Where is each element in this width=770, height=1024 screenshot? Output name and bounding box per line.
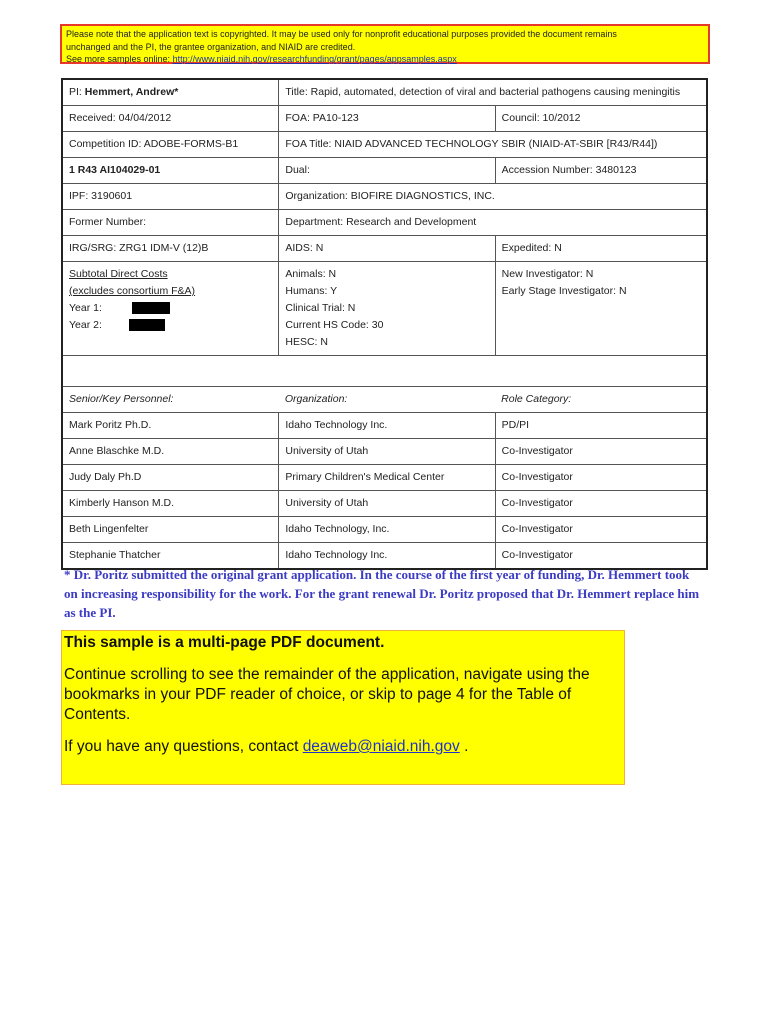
table-row: [62, 465, 707, 491]
pi-cell: [62, 79, 279, 106]
samples-link[interactable]: http://www.niaid.nih.gov/researchfunding/grant/pages/appsamples.aspx: [172, 54, 457, 64]
infobox-contact: [64, 737, 622, 757]
accession-cell: Accession Number: 3480123: [495, 158, 707, 184]
table-row: [62, 413, 707, 439]
notice-line-2: unchanged and the PI, the grantee organization, and NIAID are credited.: [66, 41, 356, 52]
year1-label: Year 1:: [69, 302, 102, 314]
foa-title-cell: FOA Title: NIAID ADVANCED TECHNOLOGY SBIR (NIAID-AT-SBIR [R43/R44]): [279, 132, 707, 158]
expedited-cell: Expedited: N: [495, 236, 707, 262]
year2-label: Year 2:: [69, 319, 102, 331]
table-row: [62, 262, 707, 356]
direct-costs-cell: [62, 262, 279, 356]
person-name: Judy Daly Ph.D: [62, 465, 279, 491]
person-organization: Idaho Technology, Inc.: [279, 517, 495, 543]
table-row: [62, 106, 707, 132]
council-cell: Council: 10/2012: [495, 106, 707, 132]
table-row: [62, 184, 707, 210]
personnel-header: Senior/Key Personnel:: [62, 387, 279, 413]
table-row: [62, 517, 707, 543]
person-name: Kimberly Hanson M.D.: [62, 491, 279, 517]
infobox-body: Continue scrolling to see the remainder of the application, navigate using the bookmarks in your PDF reader of choice, or skip to page 4 for the Table of Contents.: [64, 666, 590, 723]
organization-header: Organization:: [279, 387, 495, 413]
table-row: [62, 236, 707, 262]
person-role: PD/PI: [495, 413, 707, 439]
person-role: Co-Investigator: [495, 491, 707, 517]
person-role: Co-Investigator: [495, 543, 707, 570]
former-number-cell: Former Number:: [62, 210, 279, 236]
table-row: [62, 439, 707, 465]
copyright-notice: [60, 24, 710, 64]
role-header: Role Category:: [495, 387, 707, 413]
table-row: [62, 132, 707, 158]
spacer-cell: [62, 356, 707, 387]
grant-number-cell: 1 R43 AI104029-01: [62, 158, 279, 184]
person-role: Co-Investigator: [495, 465, 707, 491]
department-cell: Department: Research and Development: [279, 210, 707, 236]
foa-cell: FOA: PA10-123: [279, 106, 495, 132]
pi-change-footnote: * Dr. Poritz submitted the original grant application. In the course of the first year of funding, Dr. Hemmert took on increasing responsibility for the work. For the grant renewal Dr. Poritz proposed that Dr. Hemmert replace him as the PI.: [64, 567, 700, 620]
person-organization: University of Utah: [279, 491, 495, 517]
person-organization: Idaho Technology Inc.: [279, 543, 495, 570]
title-cell: Title: Rapid, automated, detection of viral and bacterial pathogens causing meningitis: [279, 79, 707, 106]
multipage-info-box: [61, 630, 625, 785]
table-row: [62, 79, 707, 106]
person-name: Beth Lingenfelter: [62, 517, 279, 543]
year1-row: [69, 300, 272, 317]
table-row: [62, 210, 707, 236]
contact-prefix: If you have any questions, contact: [64, 738, 303, 755]
year2-row: [69, 317, 272, 334]
contact-email-link[interactable]: deaweb@niaid.nih.gov: [302, 738, 460, 755]
notice-line-3-prefix: See more samples online:: [66, 54, 173, 64]
pi-label: PI:: [69, 86, 85, 98]
irg-srg-cell: IRG/SRG: ZRG1 IDM-V (12)B: [62, 236, 279, 262]
notice-line-3: [66, 53, 704, 66]
personnel-header-row: [62, 387, 707, 413]
infobox-heading: This sample is a multi-page PDF document.: [64, 634, 385, 651]
animals: Animals: N: [285, 268, 337, 280]
new-investigator: New Investigator: N: [501, 268, 594, 280]
person-role: Co-Investigator: [495, 517, 707, 543]
notice-line-1: Please note that the application text is copyrighted. It may be used only for nonprofit educational purposes provided the document remains: [66, 29, 617, 39]
competition-id-cell: Competition ID: ADOBE-FORMS-B1: [62, 132, 279, 158]
person-name: Anne Blaschke M.D.: [62, 439, 279, 465]
subjects-cell: [279, 262, 495, 356]
organization-cell: Organization: BIOFIRE DIAGNOSTICS, INC.: [279, 184, 707, 210]
person-organization: Idaho Technology Inc.: [279, 413, 495, 439]
investigator-cell: [495, 262, 707, 356]
contact-suffix: .: [459, 738, 469, 755]
early-stage-investigator: Early Stage Investigator: N: [501, 285, 627, 297]
costs-heading: Subtotal Direct Costs: [69, 268, 168, 280]
spacer-row: [62, 356, 707, 387]
redacted-amount: [129, 319, 165, 331]
humans: Humans: Y: [285, 285, 338, 297]
table-row: [62, 491, 707, 517]
ipf-cell: IPF: 3190601: [62, 184, 279, 210]
dual-cell: Dual:: [279, 158, 495, 184]
hesc: HESC: N: [285, 336, 328, 348]
aids-cell: AIDS: N: [279, 236, 495, 262]
person-organization: Primary Children's Medical Center: [279, 465, 495, 491]
person-role: Co-Investigator: [495, 439, 707, 465]
person-name: Stephanie Thatcher: [62, 543, 279, 570]
redacted-amount: [132, 302, 170, 314]
received-cell: Received: 04/04/2012: [62, 106, 279, 132]
pi-name: Hemmert, Andrew*: [84, 86, 179, 98]
person-name: Mark Poritz Ph.D.: [62, 413, 279, 439]
clinical-trial: Clinical Trial: N: [285, 302, 356, 314]
grant-summary-table: [61, 78, 708, 570]
costs-subheading: (excludes consortium F&A): [69, 285, 196, 297]
table-row: [62, 158, 707, 184]
hs-code: Current HS Code: 30: [285, 319, 384, 331]
person-organization: University of Utah: [279, 439, 495, 465]
